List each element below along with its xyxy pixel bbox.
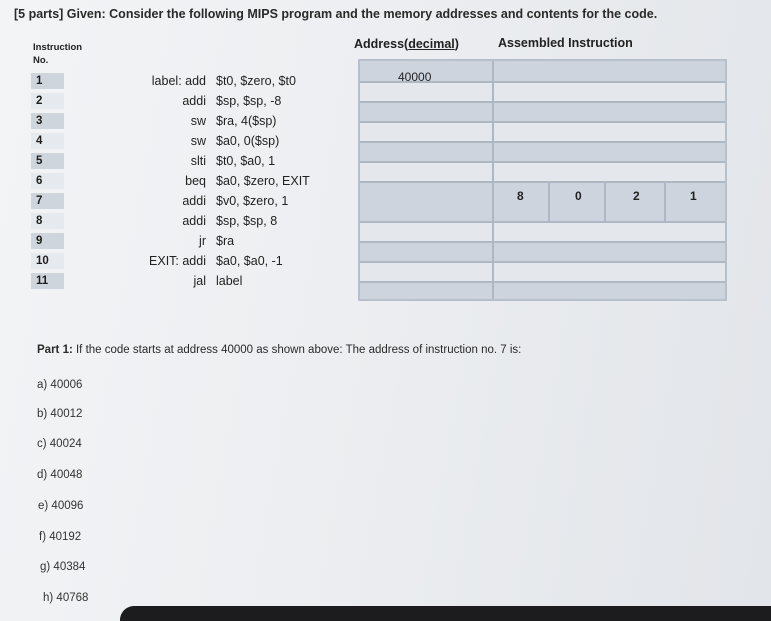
- field-divider: [604, 181, 606, 221]
- address-header-decimal: decimal: [408, 37, 455, 51]
- answer-option[interactable]: c) 40024: [37, 438, 82, 450]
- opcode: jr: [199, 234, 206, 248]
- answer-option[interactable]: e) 40096: [38, 500, 84, 512]
- memory-row: [360, 101, 725, 123]
- memory-row: [360, 181, 725, 223]
- instruction-number: 3: [31, 113, 64, 129]
- instruction-number: 2: [31, 93, 64, 109]
- first-address-value: 40000: [398, 70, 432, 84]
- code-line: [120, 91, 348, 111]
- answer-option[interactable]: g) 40384: [40, 561, 86, 573]
- instruction-number: 8: [31, 213, 64, 229]
- instruction-number: 5: [31, 153, 64, 169]
- code-line: [120, 171, 348, 191]
- instruction-number: 11: [31, 273, 64, 289]
- answer-option[interactable]: d) 40048: [37, 469, 83, 481]
- answer-option[interactable]: b) 40012: [37, 408, 83, 420]
- instruction-field-value: 1: [690, 189, 697, 203]
- operands: $sp, $sp, -8: [216, 94, 282, 108]
- operands: $a0, $zero, EXIT: [216, 174, 310, 188]
- problem-header: [5 parts] Given: Consider the following MIPS program and the memory addresses and contents for the code.: [14, 7, 658, 21]
- instruction-number: 7: [31, 193, 64, 209]
- opcode: jal: [193, 274, 206, 288]
- operands: $sp, $sp, 8: [216, 214, 278, 228]
- code-line: [120, 251, 348, 271]
- operands: label: [216, 274, 243, 288]
- instruction-number-list: [31, 73, 64, 293]
- opcode: addi: [182, 214, 206, 228]
- instruction-number: 6: [31, 173, 64, 189]
- instruction-number-column-header: [33, 41, 82, 67]
- opcode: sw: [190, 114, 206, 128]
- opcode: addi: [182, 194, 206, 208]
- memory-row: [360, 221, 725, 243]
- memory-row: [360, 141, 725, 163]
- instruction-number: 10: [31, 253, 64, 269]
- operands: $a0, $a0, -1: [216, 254, 283, 268]
- address-header-prefix: Address(: [354, 37, 409, 51]
- instruction-number: 9: [31, 233, 64, 249]
- answer-option[interactable]: h) 40768: [43, 592, 89, 604]
- answer-option[interactable]: f) 40192: [39, 531, 82, 543]
- assembled-instruction-column-header: Assembled Instruction: [498, 36, 633, 50]
- operands: $a0, 0($sp): [216, 134, 280, 148]
- field-divider: [664, 181, 666, 221]
- opcode: slti: [190, 154, 206, 168]
- memory-table: [358, 59, 727, 301]
- operands: $ra: [216, 234, 235, 248]
- mips-code-listing: [120, 71, 348, 291]
- code-line: [120, 71, 348, 91]
- operands: $t0, $zero, $t0: [216, 74, 296, 88]
- instruction-number: 4: [31, 133, 64, 149]
- memory-row: [360, 81, 725, 103]
- opcode: EXIT: addi: [149, 254, 206, 268]
- instruction-header-line2: No.: [33, 55, 49, 66]
- column-divider: [492, 61, 494, 299]
- instruction-field-value: 8: [517, 189, 524, 203]
- instruction-field-value: 2: [633, 189, 640, 203]
- code-line: [120, 111, 348, 131]
- question-body: If the code starts at address 40000 as shown above: The address of instruction no. 7 is:: [72, 344, 522, 356]
- code-line: [120, 131, 348, 151]
- operands: $t0, $a0, 1: [216, 154, 276, 168]
- memory-row: [360, 121, 725, 143]
- opcode: sw: [190, 134, 206, 148]
- opcode: addi: [182, 94, 206, 108]
- memory-row: [360, 281, 725, 299]
- opcode: beq: [185, 174, 206, 188]
- address-header-suffix: ): [454, 37, 459, 51]
- answer-option[interactable]: a) 40006: [37, 379, 83, 391]
- operands: $v0, $zero, 1: [216, 194, 289, 208]
- question-text: [37, 344, 521, 356]
- instruction-number: 1: [31, 73, 64, 89]
- memory-row: [360, 241, 725, 263]
- memory-row: [360, 161, 725, 183]
- opcode: label: add: [151, 74, 206, 88]
- question-part-label: Part 1:: [37, 344, 73, 356]
- code-line: [120, 231, 348, 251]
- code-line: [120, 151, 348, 171]
- code-line: [120, 271, 348, 291]
- code-line: [120, 191, 348, 211]
- screen-bezel: [120, 606, 771, 621]
- instruction-field-value: 0: [575, 189, 582, 203]
- address-column-header: [354, 37, 459, 51]
- operands: $ra, 4($sp): [216, 114, 277, 128]
- code-line: [120, 211, 348, 231]
- instruction-header-line1: Instruction: [33, 42, 83, 53]
- field-divider: [548, 181, 550, 221]
- memory-row: [360, 261, 725, 283]
